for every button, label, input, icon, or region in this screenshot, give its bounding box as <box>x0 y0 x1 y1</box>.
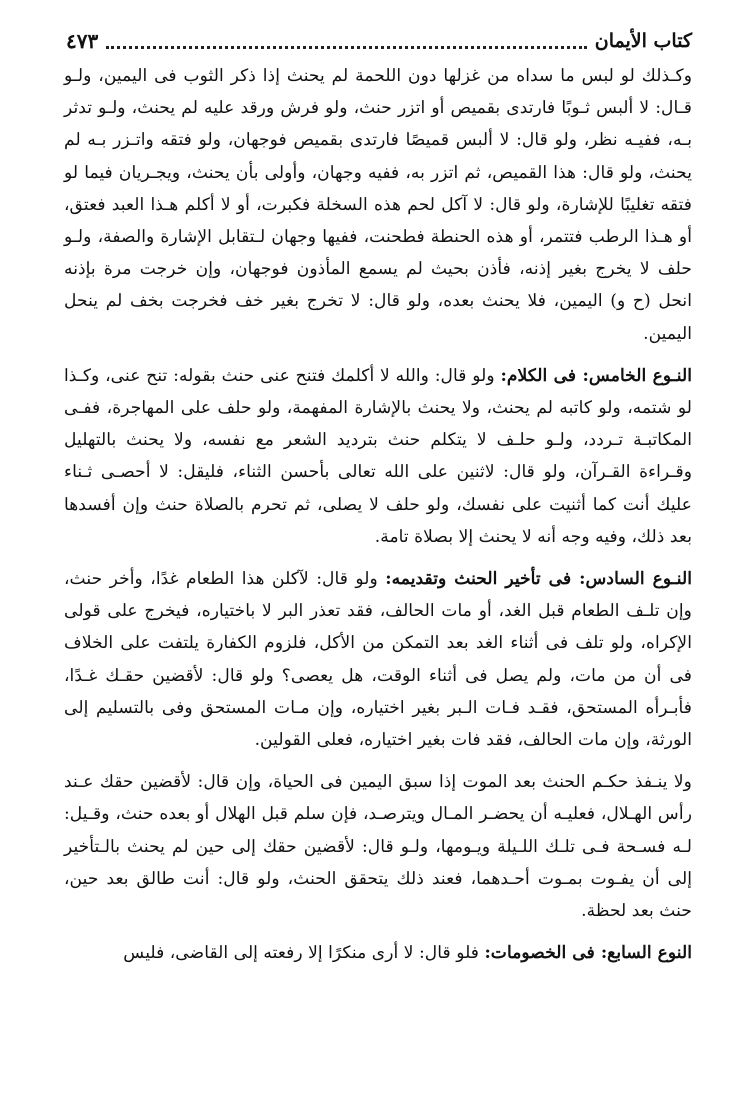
paragraph-2-text: ولو قال: والله لا أكلمك فتنح عنى حنث بقوله: تنح عنى، وكـذا لو شتمه، ولو كاتبه لم يحنث، ولا يحنث بالإشارة المفهمة، ولو حلف على المهاجرة، ففـى المكاتبـة تـردد، ولـو حلـف لا يتكلم حنث بترديد الشعر مع نفسه، ولا يحنث بالتهليل وقـراءة القـرآن، ولو قال: لاثنين على الله تعالى بأحسن الثناء، فليقل: لا أحصـى ثـناء عليك أنت كما أثنيت على نفسك، ولو حلف لا يصلى، ثم تحرم بالصلاة حنث وإن أفسدها بعد ذلك، وفيه وجه أنه لا يحنث إلا بصلاة تامة. <box>64 365 692 547</box>
header-dotted-leader <box>106 34 587 49</box>
paragraph-3 <box>64 563 692 756</box>
page-number: ٤٧٣ <box>66 29 99 53</box>
paragraph-5 <box>64 937 692 969</box>
section-heading-6: النـوع السادس: فى تأخير الحنث وتقديمه: <box>385 569 692 590</box>
running-header <box>66 26 692 56</box>
paragraph-5-text: فلو قال: لا أرى منكرًا إلا رفعته إلى القاضى، فليس <box>123 943 485 964</box>
section-heading-5: النـوع الخامس: فى الكلام: <box>500 365 692 386</box>
paragraph-1 <box>64 60 692 350</box>
paragraph-4-text: ولا ينـفذ حكـم الحنث بعد الموت إذا سبق اليمين فى الحياة، وإن قال: لأقضين حقك عـند رأس الهـلال، فعليـه أن يحضـر المـال ويترصـد، فإن سلم قبل الهلال أو بعده حنث، وقـيل: لـه فسـحة فـى تلـك اللـيلة ويـومها، ولـو قال: لأقضين حقك إلى حين لم يحنث بالـتأخير إلى أن يفـوت بمـوت أحـدهما، فعند ذلك يتحقق الحنث، ولو قال: أنت طالق بعد حين، حنث بعد لحظة. <box>64 772 692 922</box>
section-heading-7: النوع السابع: فى الخصومات: <box>484 943 692 964</box>
paragraph-4 <box>64 766 692 927</box>
book-title: كتاب الأيمان <box>594 30 692 52</box>
page-body <box>64 60 692 969</box>
paragraph-1-text: وكـذلك لو لبس ما سداه من غزلها دون اللحمة لم يحنث إذا ذكر الثوب فى اليمين، ولـو قـال: لا ألبس ثـوبًا فارتدى بقميص أو اتزر حنث، ولو فرش ورقد عليه لم يحنث، ولـو تدثر بـه، ففيـه نظر، ولو قال: لا ألبس قميصًا فارتدى بقميص فوجهان، ولو فتقه واتـزر بـه لم يحنث، ولو قال: هذا القميص، ثم اتزر به، ففيه وجهان، وأولى بأن يحنث، ويجـريان فيما لو فتقه تغليبًا للإشارة، ولو قال: لا آكل لحم هذه السخلة فكبرت، أو لا أكلم هـذا العبد فعتق، أو هـذا الرطب فتتمر، أو هذه الحنطة فطحنت، ففيها وجهان لـتقابل الإشارة والصفة، ولـو حلف لا يخرج بغير إذنه، فأذن بحيث لم يسمع المأذون فوجهان، وإن خرجت مرة بإذنه انحل (ح و) اليمين، فلا يحنث بعده، ولو قال: لا تخرج بغير خف فخرجت بخف لم ينحل اليمين. <box>64 66 692 344</box>
paragraph-2 <box>64 360 692 553</box>
paragraph-3-text: ولو قال: لآكلن هذا الطعام غدًا، وأخر حنث، وإن تلـف الطعام قبل الغد، أو مات الحالف، فقد تعذر البر لا باختياره، فيخرج على قولى الإكراه، ولو تلف فى أثناء الغد بعد التمكن من الأكل، فلزوم الكفارة يلتفت على الخلاف فى أن من مات، ولم يصل فى أثناء الوقت، هل يعصى؟ ولو قال: لأقضين حقـك غـدًا، فأبـرأه المستحق، فقـد فـات الـبر بغير اختياره، وإن مـات المستحق وفى بالتسليم إلى الورثة، وإن مات الحالف، فقد فات بغير اختياره، فعلى القولين. <box>64 569 692 751</box>
